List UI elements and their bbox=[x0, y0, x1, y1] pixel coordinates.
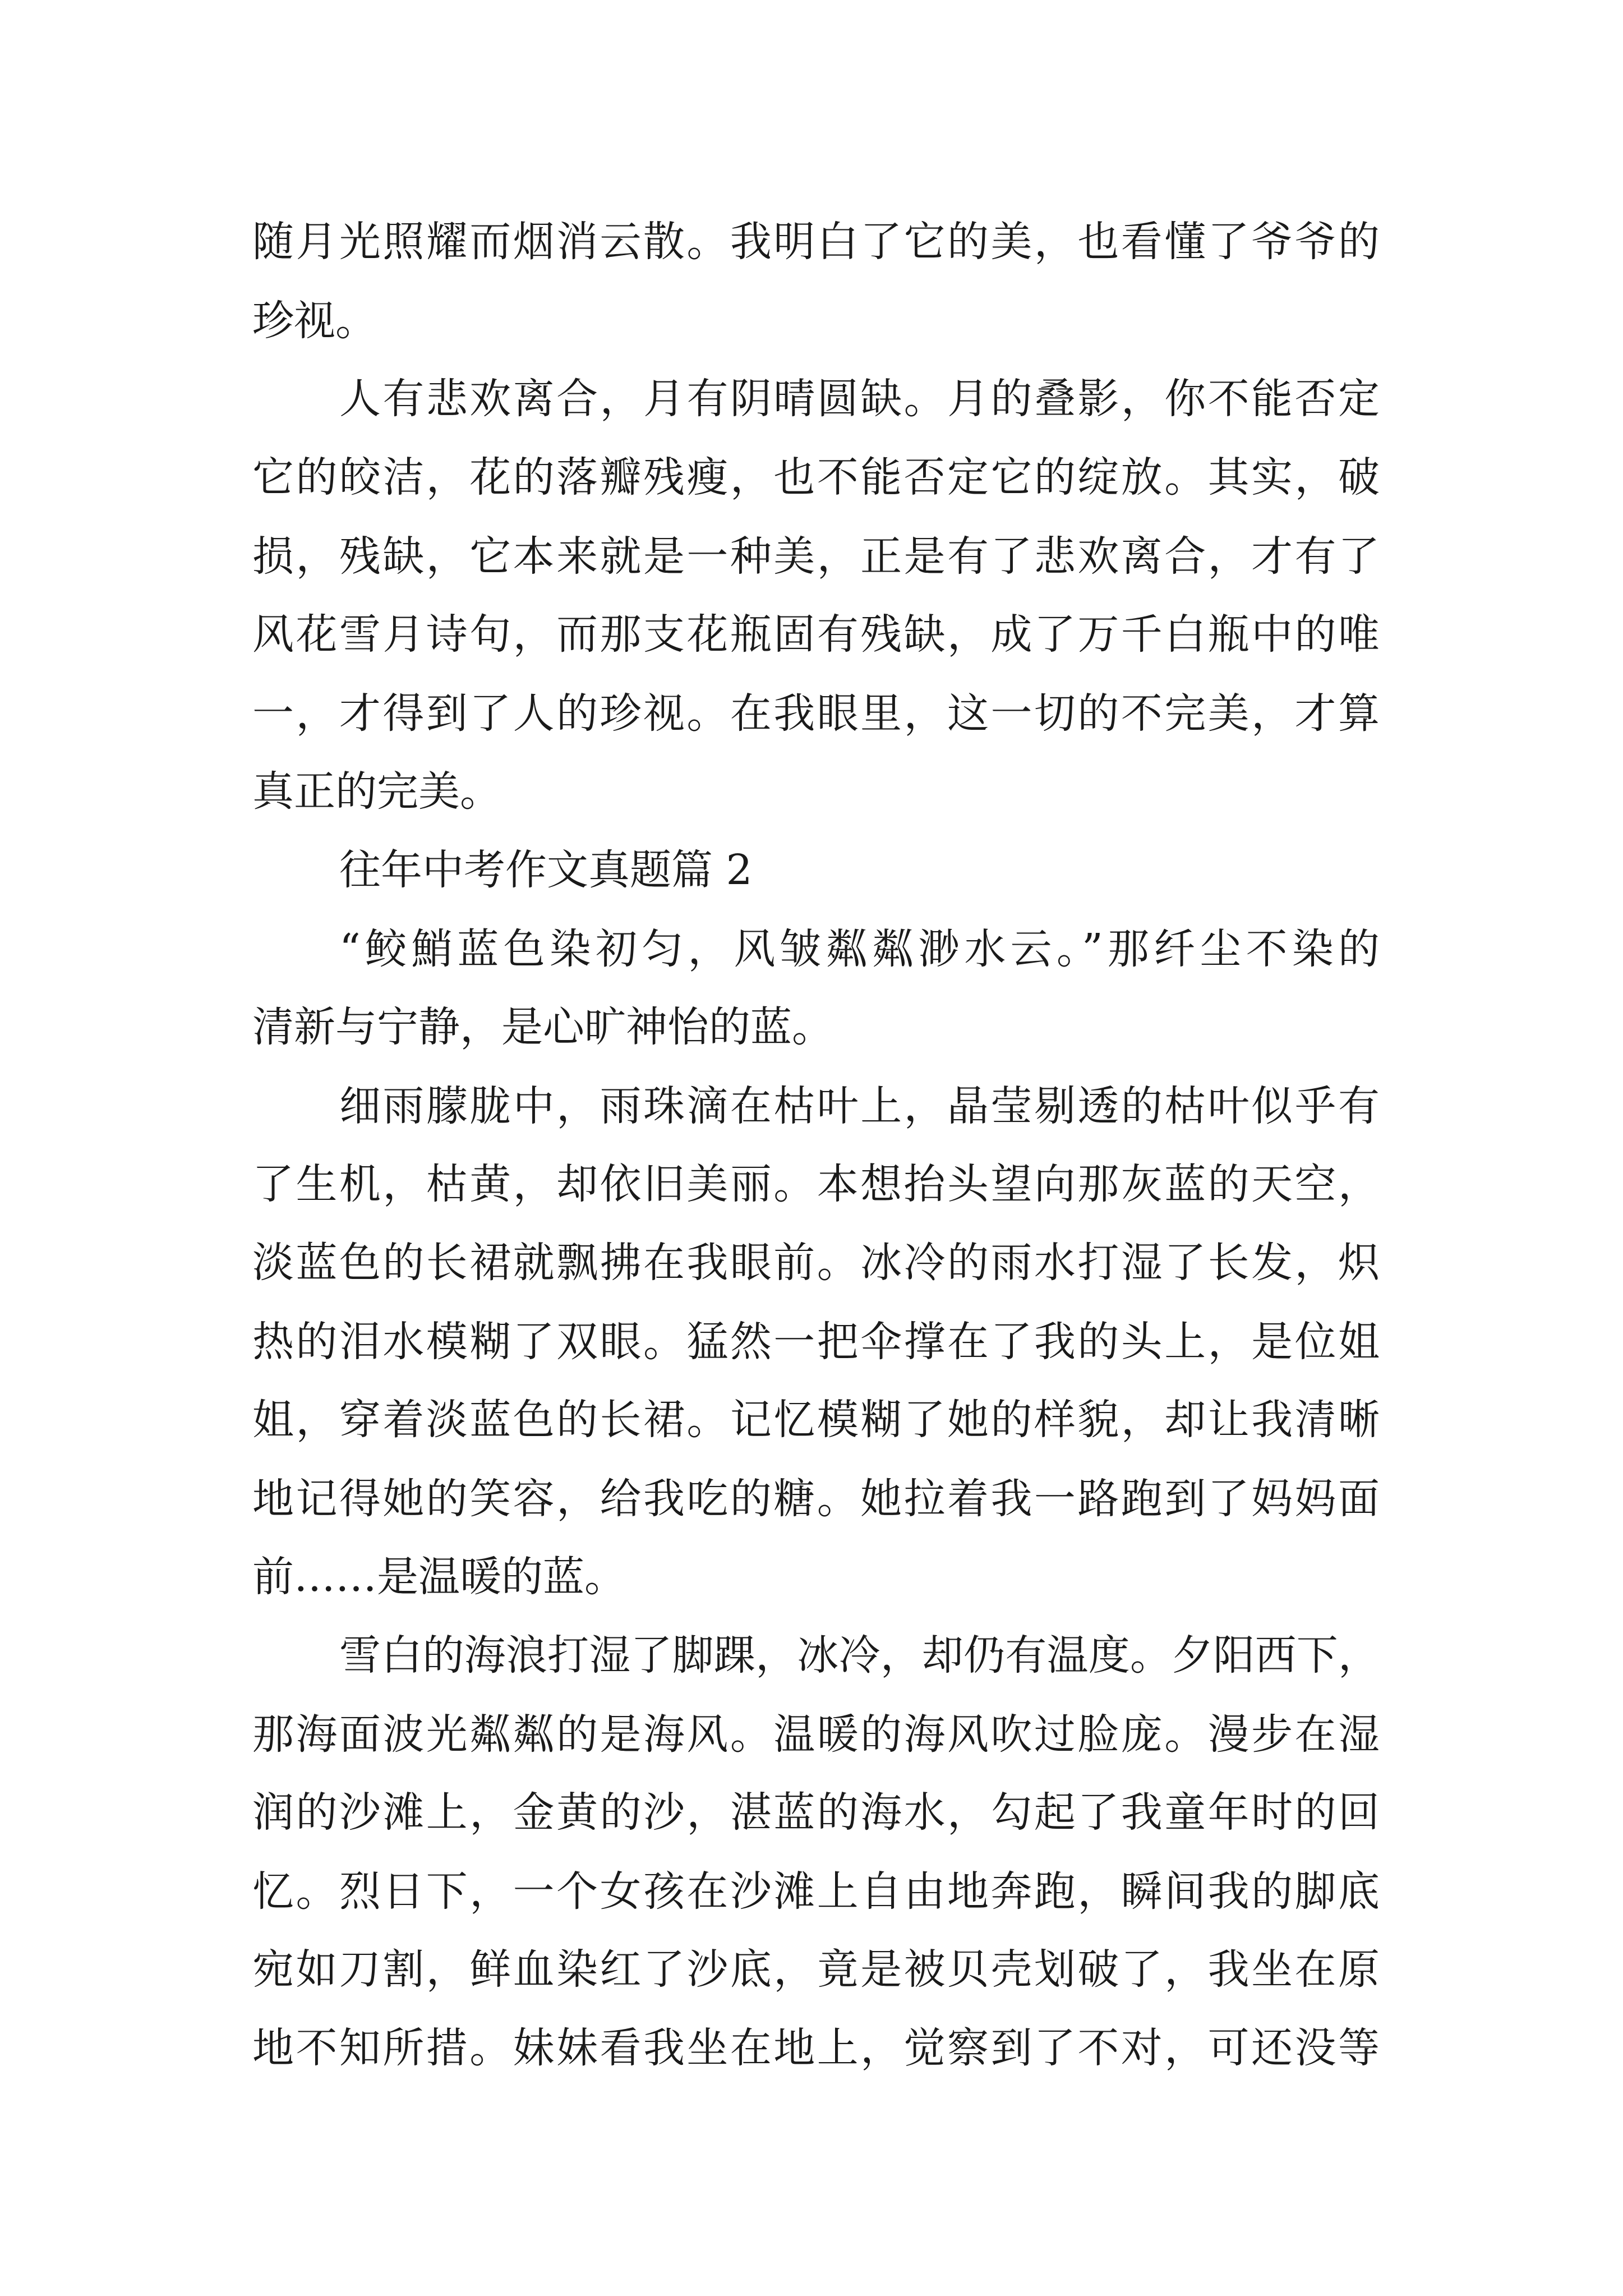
paragraph-start-line: 细雨朦胧中，雨珠滴在枯叶上，晶莹剔透的枯叶似乎有 bbox=[339, 1082, 1380, 1130]
paragraph-start-line: “鲛鮹蓝色染初匀，风皱粼粼渺水云。”那纤尘不染的 bbox=[339, 925, 1380, 973]
text-line: 前……是温暖的蓝。 bbox=[252, 1553, 626, 1601]
text-line: 清新与宁静，是心旷神怡的蓝。 bbox=[252, 1003, 833, 1051]
text-line: 损，残缺，它本来就是一种美，正是有了悲欢离合，才有了 bbox=[252, 532, 1380, 581]
text-line: 真正的完美。 bbox=[252, 767, 501, 816]
text-line: 淡蓝色的长裙就飘拂在我眼前。冰冷的雨水打湿了长发，炽 bbox=[252, 1239, 1380, 1287]
paragraph-start-line: 雪白的海浪打湿了脚踝，冰冷，却仍有温度。夕阳西下， bbox=[339, 1631, 1380, 1680]
section-heading: 往年中考作文真题篇 2 bbox=[339, 846, 753, 894]
text-line: 热的泪水模糊了双眼。猛然一把伞撑在了我的头上，是位姐 bbox=[252, 1318, 1380, 1366]
text-line: 那海面波光粼粼的是海风。温暖的海风吹过脸庞。漫步在湿 bbox=[252, 1710, 1380, 1759]
text-line: 姐，穿着淡蓝色的长裙。记忆模糊了她的样貌，却让我清晰 bbox=[252, 1396, 1380, 1444]
text-line: 一，才得到了人的珍视。在我眼里，这一切的不完美，才算 bbox=[252, 689, 1380, 738]
text-line: 随月光照耀而烟消云散。我明白了它的美，也看懂了爷爷的 bbox=[252, 218, 1380, 266]
text-line: 忆。烈日下，一个女孩在沙滩上自由地奔跑，瞬间我的脚底 bbox=[252, 1867, 1380, 1916]
text-line: 了生机，枯黄，却依旧美丽。本想抬头望向那灰蓝的天空， bbox=[252, 1160, 1380, 1208]
text-line: 风花雪月诗句，而那支花瓶固有残缺，成了万千白瓶中的唯 bbox=[252, 610, 1380, 659]
text-line: 珍视。 bbox=[252, 297, 377, 345]
text-line: 润的沙滩上，金黄的沙，湛蓝的海水，勾起了我童年时的回 bbox=[252, 1788, 1380, 1837]
paragraph-start-line: 人有悲欢离合，月有阴晴圆缺。月的叠影，你不能否定 bbox=[339, 375, 1380, 423]
text-line: 地不知所措。妹妹看我坐在地上，觉察到了不对，可还没等 bbox=[252, 2024, 1380, 2072]
text-line: 它的皎洁，花的落瓣残瘦，也不能否定它的绽放。其实，破 bbox=[252, 453, 1380, 501]
text-line: 地记得她的笑容，给我吃的糖。她拉着我一路跑到了妈妈面 bbox=[252, 1475, 1380, 1523]
text-line: 宛如刀割，鲜血染红了沙底，竟是被贝壳划破了，我坐在原 bbox=[252, 1945, 1380, 1994]
